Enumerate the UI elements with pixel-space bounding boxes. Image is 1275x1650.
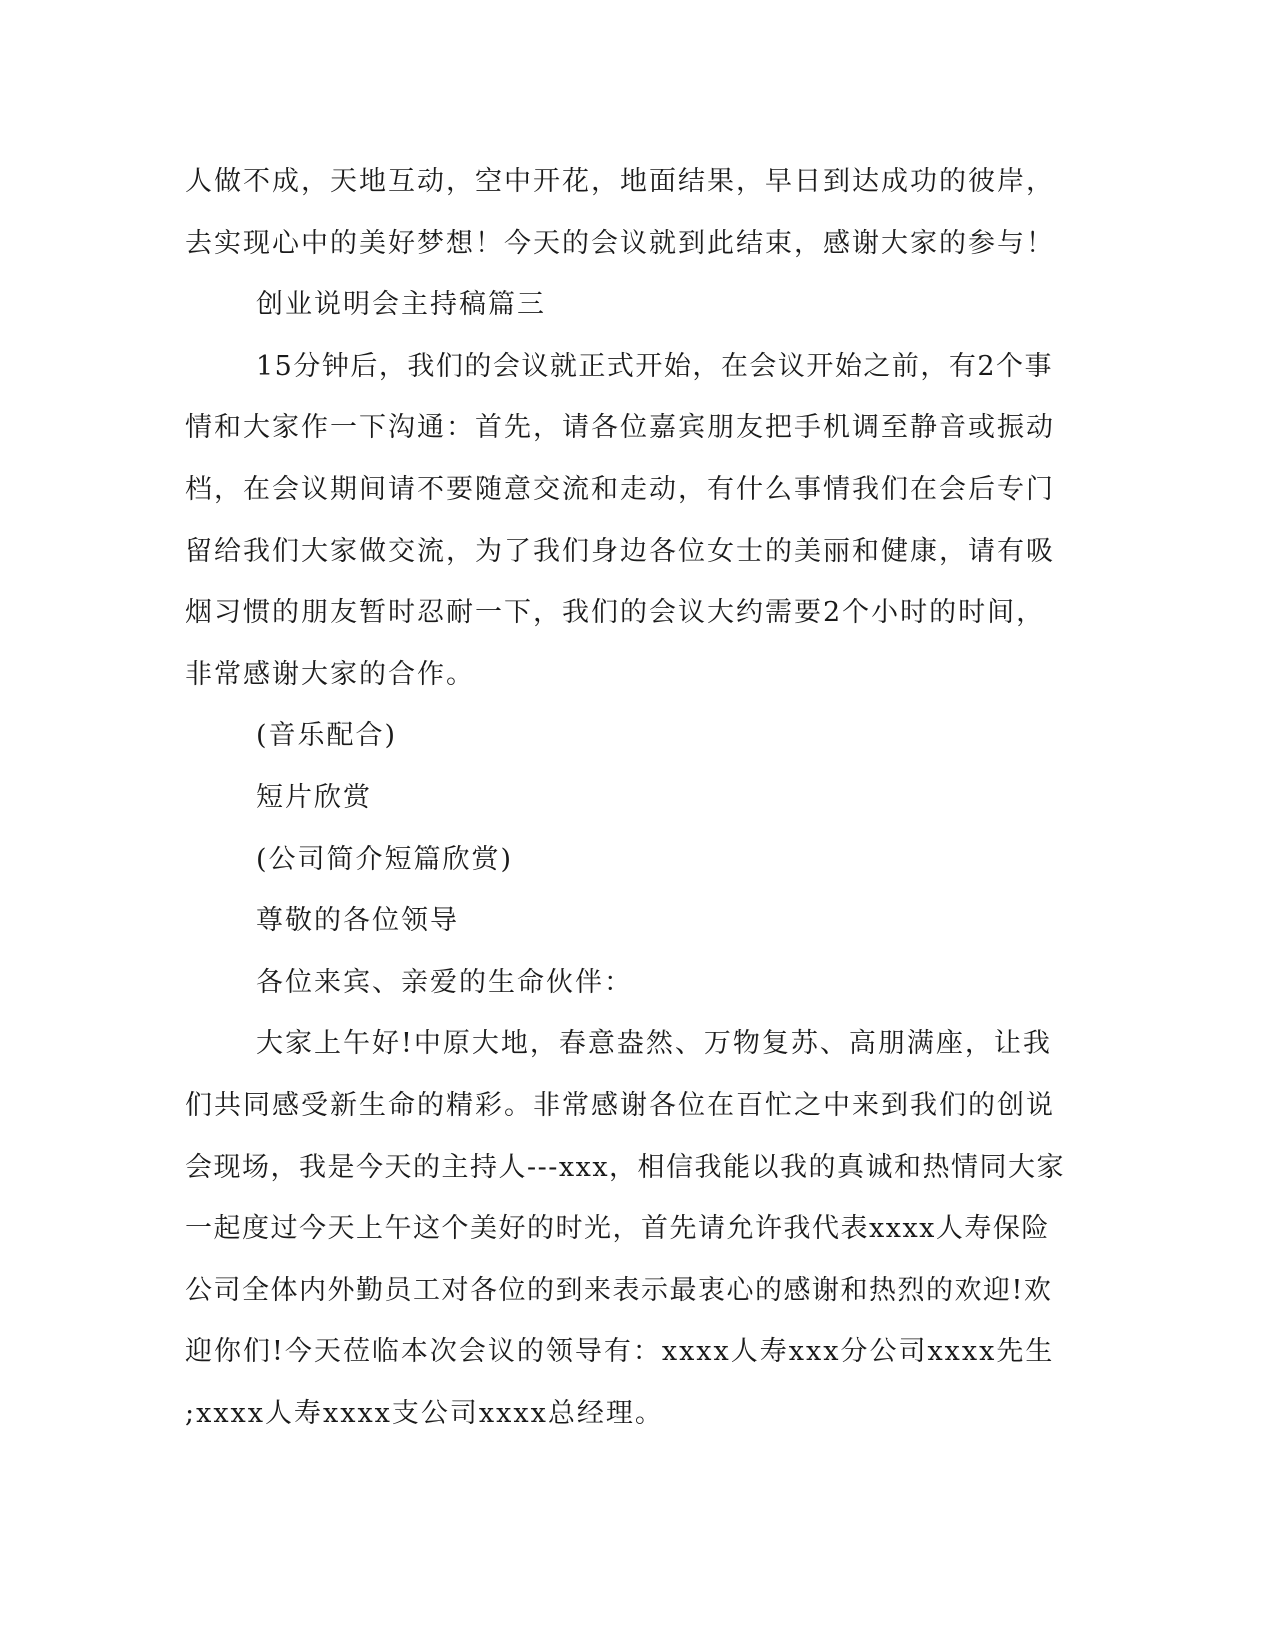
text-line: 尊敬的各位领导 [256, 905, 459, 937]
text-line: 会现场，我是今天的主持人---xxx，相信我能以我的真诚和热情同大家 [185, 1151, 1066, 1183]
text-line: 非常感谢大家的合作。 [185, 658, 475, 690]
text-line: 15分钟后，我们的会议就正式开始，在会议开始之前，有2个事 [256, 350, 1054, 382]
text-line: 情和大家作一下沟通：首先，请各位嘉宾朋友把手机调至静音或振动 [185, 412, 1055, 444]
text-line: 公司全体内外勤员工对各位的到来表示最衷心的感谢和热烈的欢迎!欢 [185, 1274, 1053, 1306]
text-line: 档，在会议期间请不要随意交流和走动，有什么事情我们在会后专门 [185, 473, 1055, 505]
text-line: 留给我们大家做交流，为了我们身边各位女士的美丽和健康，请有吸 [185, 535, 1055, 567]
text-line: 人做不成，天地互动，空中开花，地面结果，早日到达成功的彼岸， [185, 166, 1055, 197]
text-line: 一起度过今天上午这个美好的时光，首先请允许我代表xxxx人寿保险 [185, 1213, 1050, 1245]
text-line: 各位来宾、亲爱的生命伙伴： [256, 966, 633, 998]
text-line: 烟习惯的朋友暂时忍耐一下，我们的会议大约需要2个小时的时间， [185, 597, 1046, 629]
text-line: 迎你们!今天莅临本次会议的领导有：xxxx人寿xxx分公司xxxx先生 [185, 1336, 1055, 1368]
text-line: 去实现心中的美好梦想！今天的会议就到此结束，感谢大家的参与！ [185, 227, 1055, 259]
text-line: (公司简介短篇欣赏) [256, 843, 514, 875]
text-line: (音乐配合) [256, 720, 398, 752]
section-heading: 创业说明会主持稿篇三 [256, 289, 546, 321]
text-line: 们共同感受新生命的精彩。非常感谢各位在百忙之中来到我们的创说 [185, 1089, 1055, 1121]
text-line: ;xxxx人寿xxxx支公司xxxx总经理。 [185, 1397, 664, 1429]
document-body [185, 162, 1065, 1455]
text-line: 大家上午好!中原大地，春意盎然、万物复苏、高朋满座，让我 [256, 1028, 1052, 1060]
text-line: 短片欣赏 [256, 781, 372, 813]
